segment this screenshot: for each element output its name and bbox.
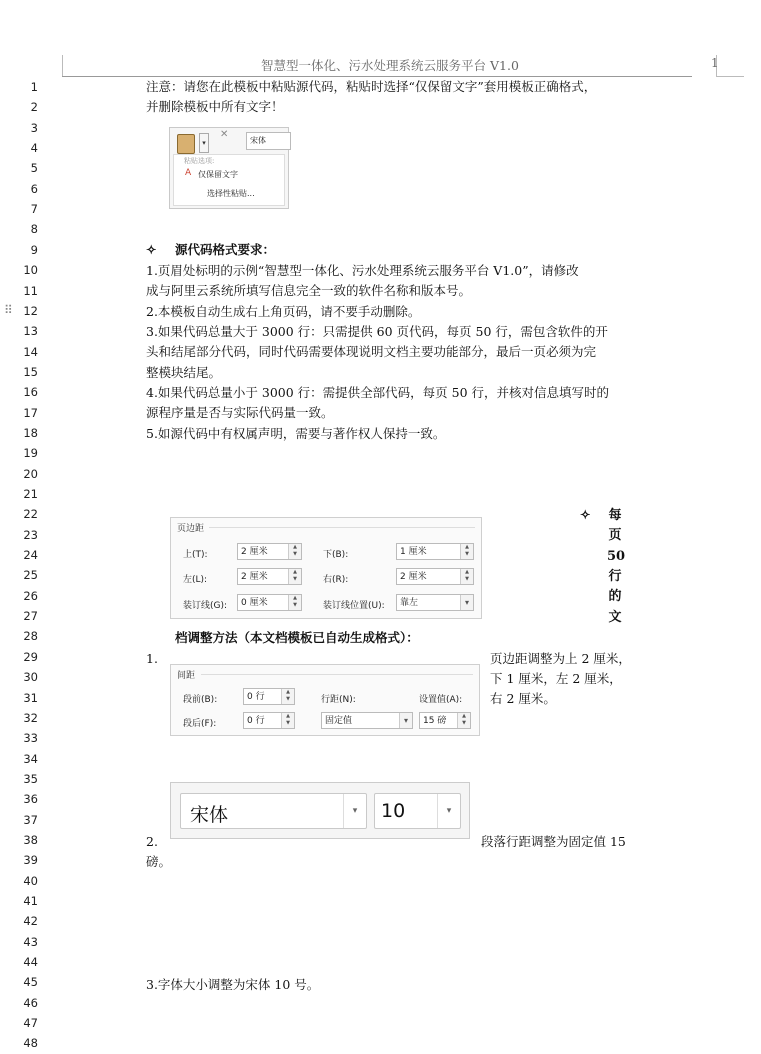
font-name-value: 宋体 [190,804,229,826]
side-vertical-char: 每 [608,508,622,523]
font-name-box [180,793,367,829]
line-spacing-select [321,712,413,729]
line-number: 8 [30,222,38,237]
line-number: 33 [23,731,38,746]
page-header-title: 智慧型一体化、污水处理系统云服务平台 V1.0 [261,58,519,73]
spacing-dialog-title: 间距 [177,671,196,681]
right-margin-field [396,568,474,585]
line-number: 36 [23,792,38,807]
item-1-line-1: 页边距调整为上 2 厘米， [490,651,631,666]
line-number: 11 [23,283,38,298]
side-vertical-char: 50 [607,548,626,564]
chevron-down-icon: ▾ [437,794,460,828]
spin-arrows-icon: ▲ ▼ [288,544,301,559]
line-number: 40 [23,873,38,888]
spin-arrows-icon: ▲ ▼ [288,595,301,610]
space-after-field [243,712,295,729]
gutter-label: 装订线(G): [183,601,228,611]
notice-line-2: 并删除模板中所有文字！ [146,99,284,114]
line-number: 39 [23,853,38,868]
line-number: 7 [30,202,38,217]
line-number: 14 [23,344,38,359]
item-1-line-2: 下 1 厘米，左 2 厘米， [490,671,622,686]
chevron-down-icon: ▾ [399,713,412,728]
spin-arrows-icon: ▲ ▼ [281,689,294,704]
line-number: 9 [30,242,38,257]
line-number: 38 [23,832,38,847]
space-before-field [243,688,295,705]
requirements-heading: 源代码格式要求： [175,242,276,257]
line-number: 48 [23,1036,38,1051]
line-number: 28 [23,629,38,644]
font-size-box [374,793,461,829]
line-number: 21 [23,487,38,501]
line-number: 34 [23,751,38,766]
paste-options-title: 粘贴选项: [184,157,215,165]
line-number: 12 [23,303,38,318]
line-number: 1 [30,80,38,94]
side-vertical-char: 文 [608,609,622,625]
bottom-margin-field [396,543,474,560]
paste-options-screenshot [169,127,289,209]
line-number: 25 [23,568,38,583]
gutter-position-value: 靠左 [400,598,419,608]
requirement-3-line-2: 头和结尾部分代码，同时代码需要体现说明文档主要功能部分，最后一页必须为完 [146,344,597,359]
line-number: 32 [23,710,38,725]
left-margin-value: 2 厘米 [241,572,268,582]
line-spacing-label: 行距(N): [321,695,356,705]
requirement-3-line-1: 3.如果代码总量大于 3000 行：只需提供 60 页代码，每页 50 行，需包含软件的开 [146,324,608,339]
line-number: 43 [23,934,38,949]
space-after-value: 0 行 [247,716,265,726]
spin-arrows-icon: ▲ ▼ [281,713,294,728]
side-vertical-char: 的 [608,589,622,605]
line-number: 47 [23,1016,38,1031]
line-number: 13 [23,324,38,339]
header-corner-mark-right-h [716,76,744,77]
line-number: 26 [23,588,38,603]
spin-arrows-icon: ▲ ▼ [288,569,301,584]
margin-dialog-title: 页边距 [177,524,205,534]
line-number: 15 [23,364,38,379]
header-corner-mark-left [62,55,63,76]
line-number: 44 [23,955,38,970]
line-number: 27 [23,609,38,624]
top-margin-value: 2 厘米 [241,547,268,557]
dialog-divider [209,527,475,528]
page-number: 1 [711,56,719,70]
line-number: 10 [23,263,38,278]
side-vertical-char: 行 [608,568,622,584]
line-number: 19 [23,446,38,461]
font-name-box: 宋体 [246,132,291,150]
line-number: 6 [30,181,38,196]
spin-arrows-icon: ▲ ▼ [457,713,470,728]
paste-menu [173,154,285,206]
line-spacing-value: 固定值 [325,716,353,726]
requirement-4-line-1: 4.如果代码总量小于 3000 行：需提供全部代码，每页 50 行，并核对信息填写时的 [146,385,610,400]
bottom-margin-value: 1 厘米 [400,547,427,557]
spin-arrows-icon: ▲ ▼ [460,569,473,584]
line-number: 29 [23,649,38,664]
spin-arrows-icon: ▲ ▼ [460,544,473,559]
gutter-field [237,594,302,611]
line-number: 41 [23,894,38,908]
keep-text-only-option: 仅保留文字 [198,170,238,179]
line-number: 17 [23,405,38,420]
space-before-label: 段前(B): [183,695,218,705]
paste-special-option: 选择性粘贴... [207,189,255,198]
item-3: 3.字体大小调整为宋体 10 号。 [146,977,320,992]
item-2-line-1: 段落行距调整为固定值 15 [481,834,626,849]
side-mark-icon: ✧ [580,507,591,522]
item-1-number: 1. [146,651,158,666]
line-number: 3 [30,120,38,135]
item-2-number: 2. [146,834,158,849]
line-number: 31 [23,690,38,705]
adjust-method-heading: 档调整方法（本文档模板已自动生成格式）： [175,630,419,645]
setting-value: 15 磅 [423,716,447,726]
margin-dialog-screenshot [170,517,482,619]
bottom-margin-label: 下(B): [323,550,349,560]
cut-icon: ✕ [220,129,229,140]
requirement-5: 5.如源代码中有权属声明，需要与著作权人保持一致。 [146,426,446,441]
side-vertical-char: 页 [608,528,622,544]
requirement-3-line-3: 整模块结尾。 [146,365,222,380]
setting-value-label: 设置值(A): [419,695,463,705]
chevron-down-icon: ▾ [343,794,366,828]
requirement-4-line-2: 源程序量是否与实际代码量一致。 [146,405,334,420]
left-margin-label: 左(L): [183,575,208,585]
notice-line-1: 注意：请您在此模板中粘贴源代码，粘贴时选择“仅保留文字”套用模板正确格式， [146,79,597,94]
spacing-dialog-screenshot [170,664,480,736]
line-number: 5 [30,161,38,176]
right-margin-value: 2 厘米 [400,572,427,582]
line-number: 18 [23,425,38,440]
dialog-divider [201,674,473,675]
keep-text-only-icon: A [185,168,192,178]
paste-dropdown-arrow-icon: ▾ [199,133,209,153]
line-number: 45 [23,975,38,990]
line-number: 46 [23,995,38,1010]
gutter-value: 0 厘米 [241,598,268,608]
gutter-position-select [396,594,474,611]
line-number: 24 [23,548,38,563]
clipboard-icon [177,134,195,154]
line-number: 35 [23,771,38,786]
line-number: 37 [23,812,38,827]
line-number: 4 [30,141,38,156]
item-2-line-2: 磅。 [146,854,172,869]
top-margin-label: 上(T): [183,550,208,560]
chevron-down-icon: ▾ [460,595,473,610]
line-number: 42 [23,914,38,929]
top-margin-field [237,543,302,560]
font-widget-screenshot [170,782,470,839]
gutter-position-label: 装订线位置(U): [323,601,385,611]
space-after-label: 段后(F): [183,719,217,729]
requirement-1-line-1: 1.页眉处标明的示例“智慧型一体化、污水处理系统云服务平台 V1.0”，请修改 [146,263,579,278]
line-number: 23 [23,527,38,542]
font-size-value: 10 [381,800,406,822]
line-number: 30 [23,670,38,685]
line-number: 22 [23,507,38,522]
line-number: 16 [23,385,38,400]
line-number: 2 [30,100,38,115]
right-margin-label: 右(R): [323,575,349,585]
heading-mark-icon: ✧ [146,242,157,257]
left-margin-field [237,568,302,585]
setting-value-field [419,712,471,729]
requirement-1-line-2: 成与阿里云系统所填写信息完全一致的软件名称和版本号。 [146,283,472,298]
line-number: 20 [23,466,38,481]
drag-handle-icon[interactable]: ⠿ [4,303,11,317]
space-before-value: 0 行 [247,692,265,702]
item-1-line-3: 右 2 厘米。 [490,691,556,706]
requirement-2: 2.本模板自动生成右上角页码，请不要手动删除。 [146,304,421,319]
